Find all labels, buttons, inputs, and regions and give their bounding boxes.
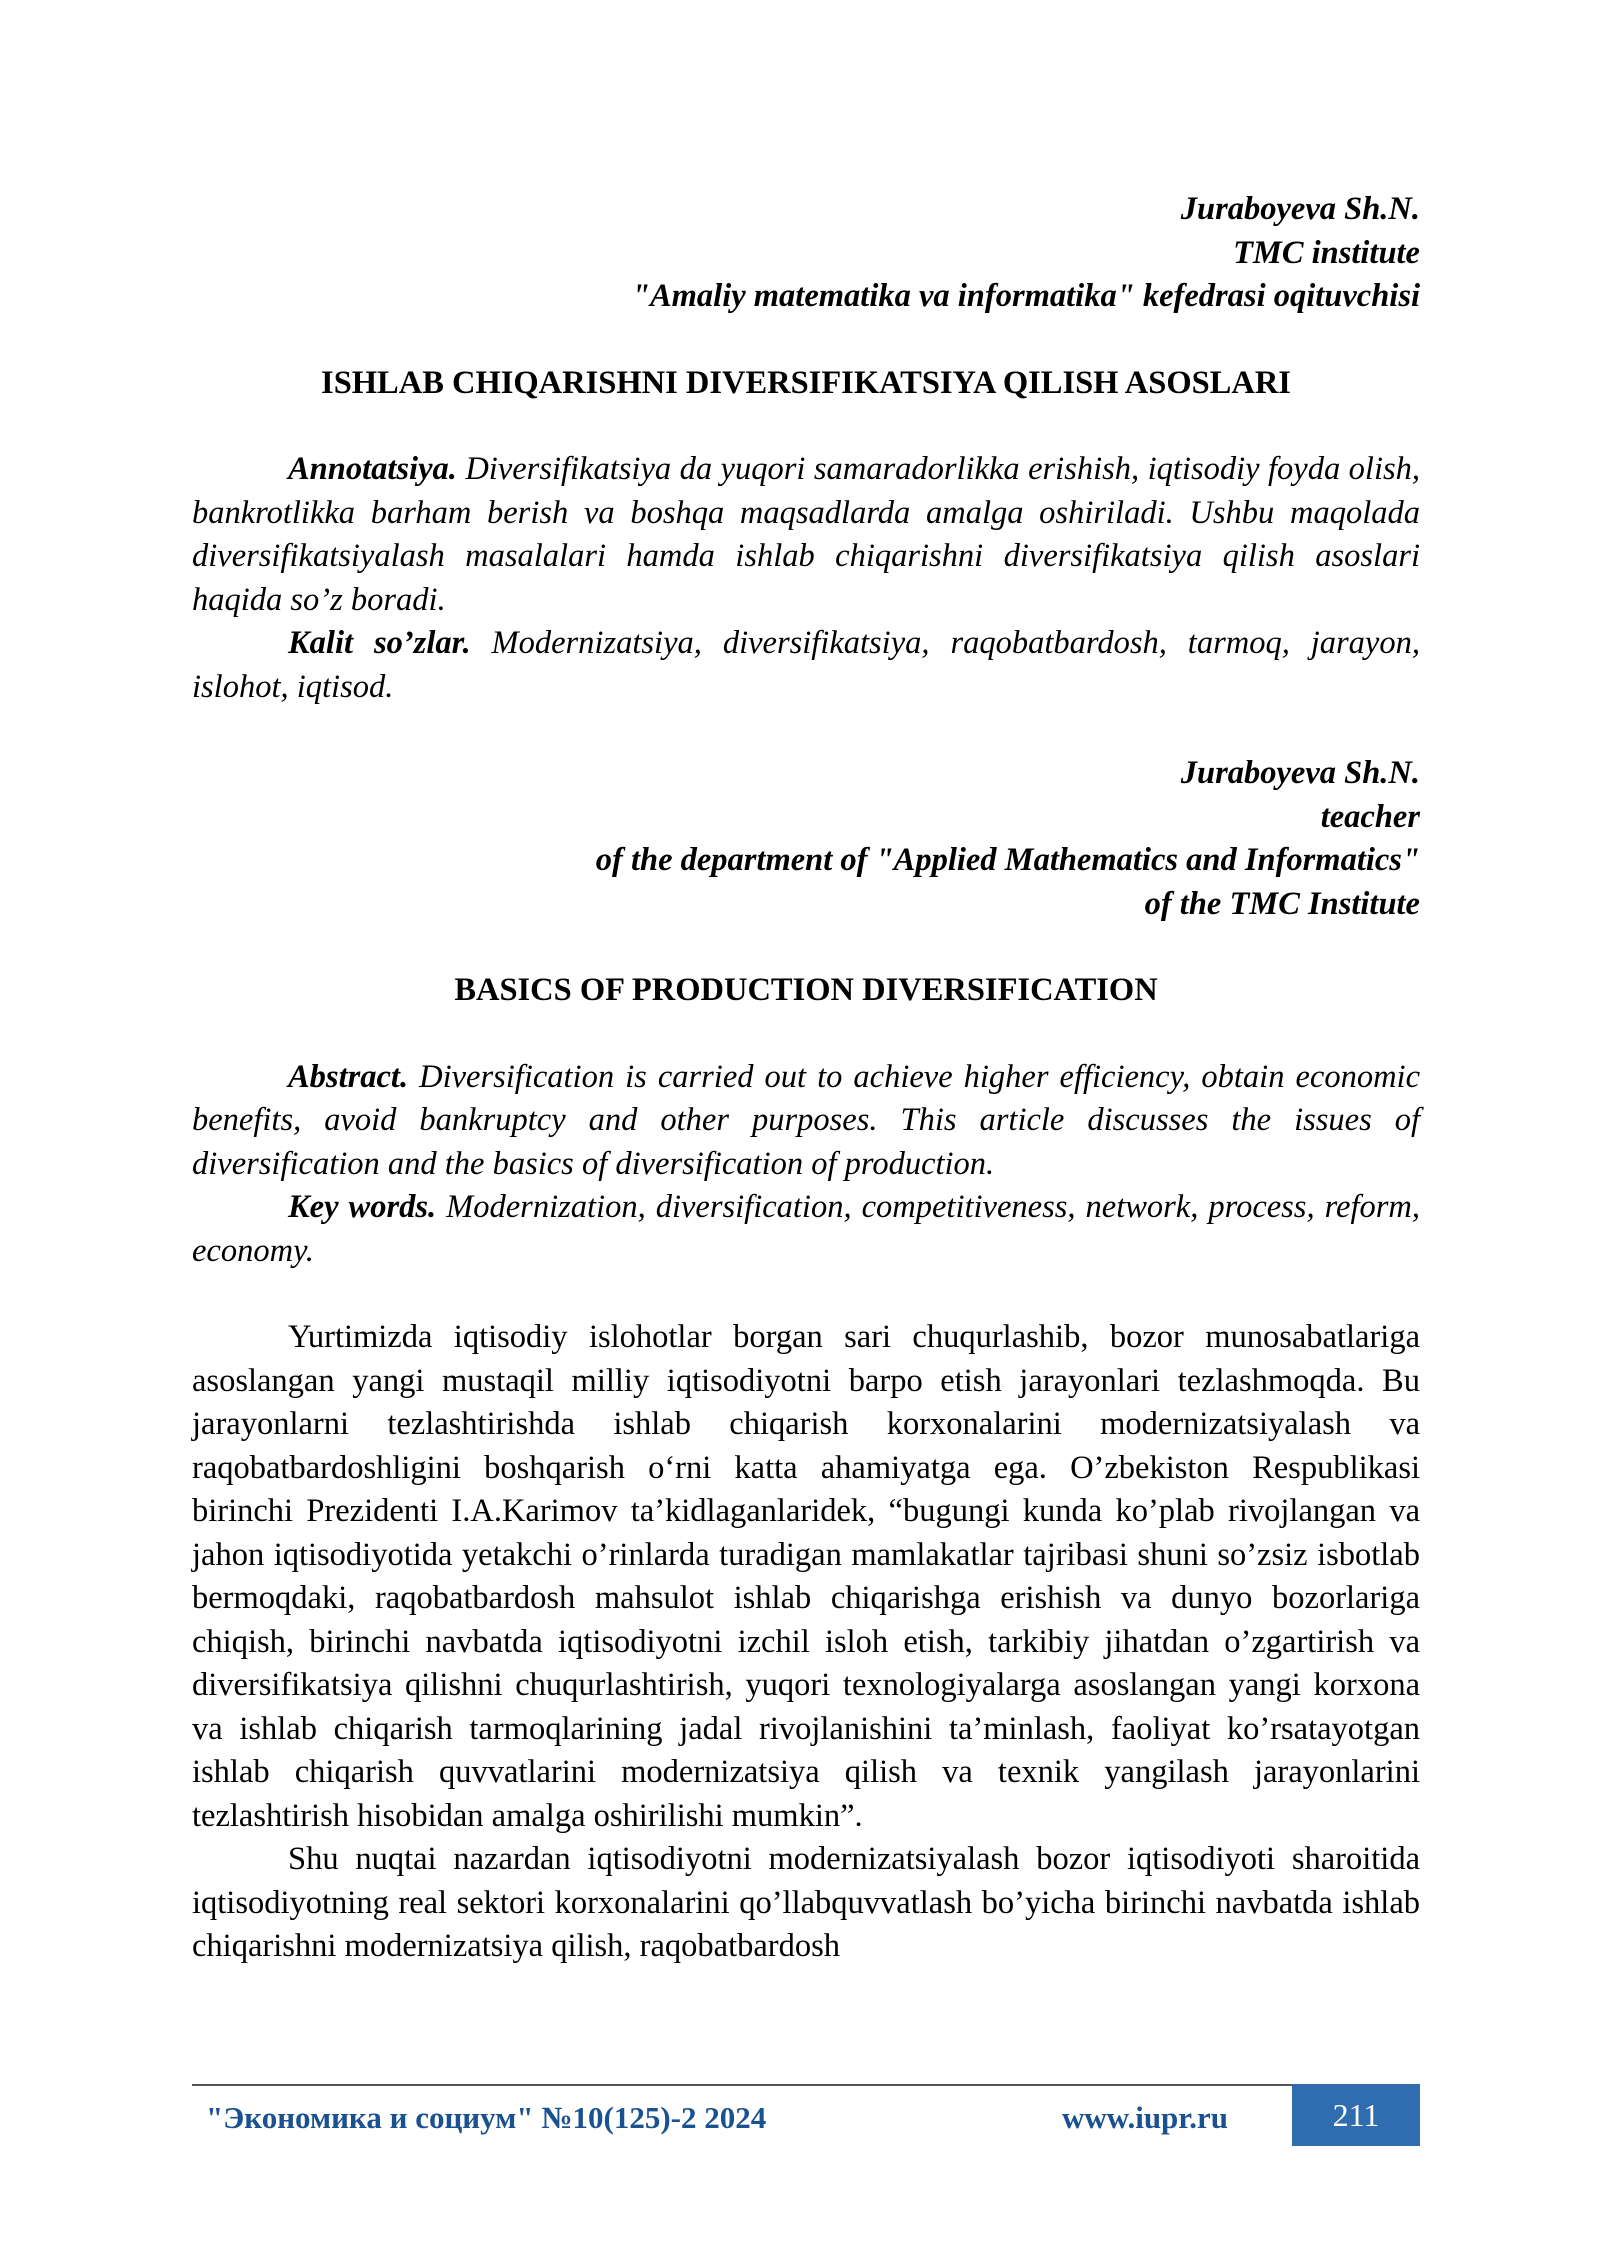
author-position: "Amaliy matematika va informatika" kefedrasi oqituvchisi	[631, 278, 1420, 314]
abstract-label: Abstract.	[288, 1058, 409, 1095]
abstract-block	[192, 1056, 1420, 1274]
author-name-en: Juraboyeva Sh.N.	[1180, 755, 1420, 791]
author-role-en: teacher	[1320, 798, 1420, 835]
annotation-block	[192, 448, 1420, 709]
author-department-en: of the department of "Applied Mathematics and Informatics"	[595, 842, 1420, 878]
body-paragraph-1: Yurtimizda iqtisodiy islohotlar borgan sari chuqurlashib, bozor munosabatlariga asoslangan yangi mustaqil milliy iqtisodiyotni barpo etish jarayonlari tezlashmoqda. Bu jarayonlarni tezlashtirishda ishlab chiqarish korxonalarini modernizatsiyalash va raqobatbardoshligini boshqarish o‘rni katta ahamiyatga ega. O’zbekiston Respublikasi birinchi Prezidenti I.A.Karimov ta’kidlaganlaridek, “bugungi kunda ko’plab rivojlangan va jahon iqtisodiyotida yetakchi o’rinlarda turadigan mamlakatlar tajribasi shuni so’zsiz isbotlab bermoqdaki, raqobatbardosh mahsulot ishlab chiqarishga erishish va dunyo bozorlariga chiqish, birinchi navbatda iqtisodiyotni izchil isloh etish, tarkibiy jihatdan o’zgartirish va diversifikatsiya qilishni chuqurlashtirish, yuqori texnologiyalarga asoslangan yangi korxona va ishlab chiqarish tarmoqlarining jadal rivojlanishini ta’minlash, faoliyat ko’rsatayotgan ishlab chiqarish quvvatlarini modernizatsiya qilish va texnik yangilash jarayonlarini tezlashtirish hisobidan amalga oshirilishi mumkin”.	[192, 1319, 1420, 1834]
body-paragraph-2: Shu nuqtai nazardan iqtisodiyotni modernizatsiyalash bozor iqtisodiyoti sharoitida iqtisodiyotning real sektori korxonalarini qo’llabquvvatlash bo’yicha birinchi navbatda ishlab chiqarishni modernizatsiya qilish, raqobatbardosh	[192, 1841, 1420, 1964]
author-block-uz	[192, 188, 1420, 319]
abstract-paragraph	[192, 1056, 1420, 1187]
journal-title: "Экономика и социум" №10(125)-2 2024	[206, 2100, 767, 2135]
article-title-en: BASICS OF PRODUCTION DIVERSIFICATION	[454, 972, 1158, 1008]
keywords-uz-paragraph	[192, 622, 1420, 709]
keywords-uz-text: Modernizatsiya, diversifikatsiya, raqobatbardosh, tarmoq, jarayon, islohot, iqtisod.	[192, 625, 1420, 705]
keywords-en-paragraph	[192, 1186, 1420, 1273]
author-institute: TMC institute	[1233, 234, 1420, 271]
article-content	[192, 188, 1420, 1969]
page-footer	[192, 2084, 1420, 2144]
annotation-label: Annotatsiya.	[288, 451, 457, 487]
article-title-uz: ISHLAB CHIQARISHNI DIVERSIFIKATSIYA QILISH ASOSLARI	[321, 364, 1291, 401]
author-name: Juraboyeva Sh.N.	[1180, 191, 1420, 227]
abstract-text: Diversification is carried out to achieve higher efficiency, obtain economic benefits, avoid bankruptcy and other purposes. This article discusses the issues of diversification and the basics of diversification of production.	[192, 1058, 1420, 1182]
annotation-text: Diversifikatsiya da yuqori samaradorlikka erishish, iqtisodiy foyda olish, bankrotlikka barham berish va boshqa maqsadlarda amalga oshiriladi. Ushbu maqolada diversifikatsiyalash masalalari hamda ishlab chiqarishni diversifikatsiya qilish asoslari haqida so’z boradi.	[192, 451, 1420, 618]
page-number-badge: 211	[1292, 2084, 1420, 2146]
author-block-en	[192, 752, 1420, 926]
journal-website: www.iupr.ru	[1062, 2100, 1228, 2135]
body-text	[192, 1316, 1420, 1969]
footer-divider	[192, 2084, 1292, 2086]
annotation-paragraph	[192, 448, 1420, 622]
keywords-en-label: Key words.	[288, 1189, 437, 1225]
keywords-uz-label: Kalit so’zlar.	[288, 625, 471, 661]
keywords-en-text: Modernization, diversification, competitiveness, network, process, reform, economy.	[192, 1189, 1420, 1269]
author-institute-en: of the TMC Institute	[1144, 885, 1420, 922]
